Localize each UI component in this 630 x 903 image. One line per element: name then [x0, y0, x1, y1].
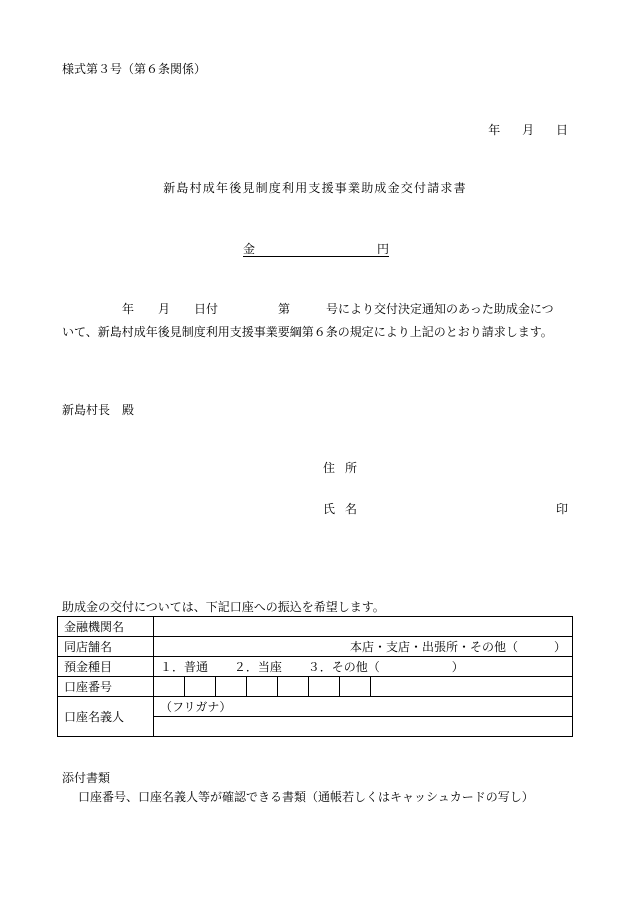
branch-value[interactable]: [154, 637, 573, 657]
account-digit-box[interactable]: [340, 677, 371, 696]
account-number-label: 口座番号: [58, 677, 154, 697]
table-row: [58, 657, 573, 677]
account-digit-box[interactable]: [278, 677, 309, 696]
deposit-type-label: 預金種目: [58, 657, 154, 677]
table-row: [58, 697, 573, 717]
table-row: [58, 677, 573, 697]
date-month: 月: [522, 123, 535, 137]
date-year: 年: [488, 123, 501, 137]
deposit-option-other: ３．その他（ ）: [307, 660, 464, 674]
account-digit-box[interactable]: [247, 677, 278, 696]
table-row: [58, 617, 573, 637]
attachments-item: 口座番号、口座名義人等が確認できる書類（通帳若しくはキャッシュカードの写し）: [78, 790, 534, 804]
attachments-heading: 添付書類: [62, 771, 111, 785]
date-line: [470, 121, 568, 138]
table-row: [58, 637, 573, 657]
address-label: 住所: [323, 461, 368, 475]
amount-suffix: 円: [376, 242, 389, 256]
deposit-type-options[interactable]: [154, 657, 573, 677]
account-digit-box[interactable]: [309, 677, 340, 696]
institution-label: 金融機関名: [58, 617, 154, 637]
account-number-boxes[interactable]: [154, 677, 573, 697]
holder-name-value[interactable]: [154, 717, 573, 737]
document-title: 新島村成年後見制度利用支援事業助成金交付請求書: [163, 181, 467, 195]
amount-prefix: 金: [243, 242, 256, 256]
bank-account-table: [57, 616, 573, 737]
holder-furigana[interactable]: （フリガナ）: [154, 697, 573, 717]
deposit-option-ordinary: １．普通: [160, 660, 209, 674]
bank-intro: 助成金の交付については、下記口座への振込を希望します。: [62, 600, 385, 614]
addressee: 新島村長 殿: [62, 403, 135, 417]
holder-label: 口座名義人: [58, 697, 154, 737]
amount-field: [243, 240, 389, 257]
request-body: [62, 298, 570, 344]
name-label: 氏名: [323, 502, 368, 516]
deposit-option-checking: ２．当座: [233, 660, 282, 674]
account-digit-box[interactable]: [185, 677, 216, 696]
date-day: 日: [555, 123, 568, 137]
form-number: 様式第３号（第６条関係）: [62, 62, 207, 76]
branch-options: 本店・支店・出張所・その他（ ）: [349, 640, 566, 654]
seal-mark: 印: [555, 502, 568, 516]
account-digit-box[interactable]: [216, 677, 247, 696]
account-digit-box[interactable]: [154, 677, 185, 696]
request-body-rest: いて、新島村成年後見制度利用支援事業要綱第６条の規定により上記のとおり請求します。: [62, 325, 553, 339]
institution-value[interactable]: [154, 617, 573, 637]
request-body-line1: 年 月 日付 第 号により交付決定通知のあった助成金につ: [122, 302, 554, 316]
branch-label: 同店舗名: [58, 637, 154, 657]
